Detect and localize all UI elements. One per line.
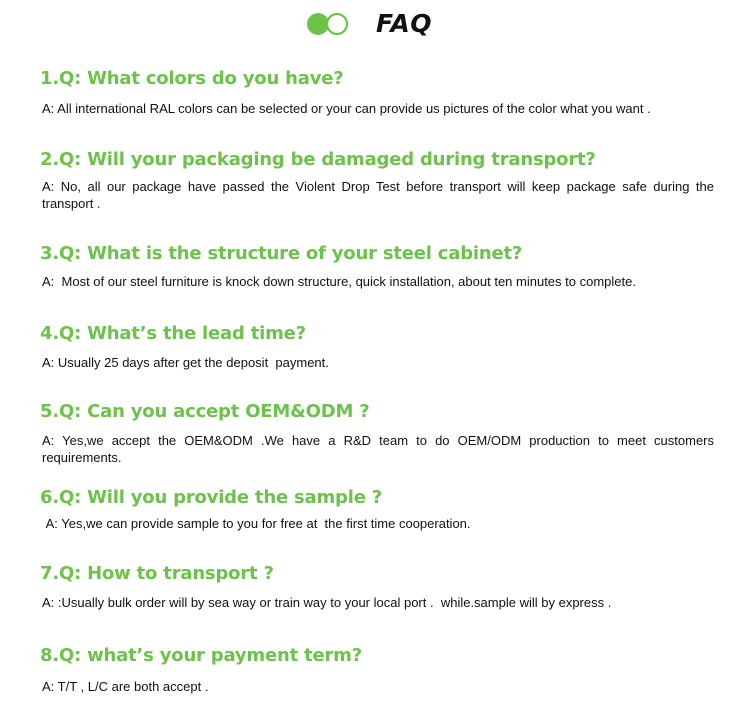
faq-question: 6.Q: Will you provide the sample ? <box>40 487 383 508</box>
two-circles-icon <box>306 12 352 36</box>
faq-answer: A: Yes,we accept the OEM&ODM .We have a R&D team to do OEM/ODM production to meet customers requirements. <box>42 433 718 465</box>
faq-question: 5.Q: Can you accept OEM&ODM ? <box>40 401 370 422</box>
faq-answer: A: No, all our package have passed the Violent Drop Test before transport will keep package safe during the transport . <box>42 179 718 211</box>
faq-question: 8.Q: what’s your payment term? <box>40 645 362 666</box>
faq-answer: A: Usually 25 days after get the deposit payment. <box>42 355 329 370</box>
faq-answer: A: :Usually bulk order will by sea way or train way to your local port . while.sample will by express . <box>42 595 612 610</box>
faq-question: 4.Q: What’s the lead time? <box>40 323 306 344</box>
faq-question: 1.Q: What colors do you have? <box>40 68 344 89</box>
faq-question: 7.Q: How to transport ? <box>40 563 274 584</box>
faq-question: 3.Q: What is the structure of your steel cabinet? <box>40 243 523 264</box>
faq-answer: A: T/T , L/C are both accept . <box>42 679 209 694</box>
page-title: FAQ <box>376 9 432 38</box>
faq-answer: A: All international RAL colors can be selected or your can provide us pictures of the color what you want . <box>42 101 651 116</box>
faq-answer: A: Yes,we can provide sample to you for free at the first time cooperation. <box>42 516 471 531</box>
faq-answer: A: Most of our steel furniture is knock down structure, quick installation, about ten minutes to complete. <box>42 274 636 289</box>
faq-header <box>0 8 750 40</box>
faq-question: 2.Q: Will your packaging be damaged during transport? <box>40 149 596 170</box>
